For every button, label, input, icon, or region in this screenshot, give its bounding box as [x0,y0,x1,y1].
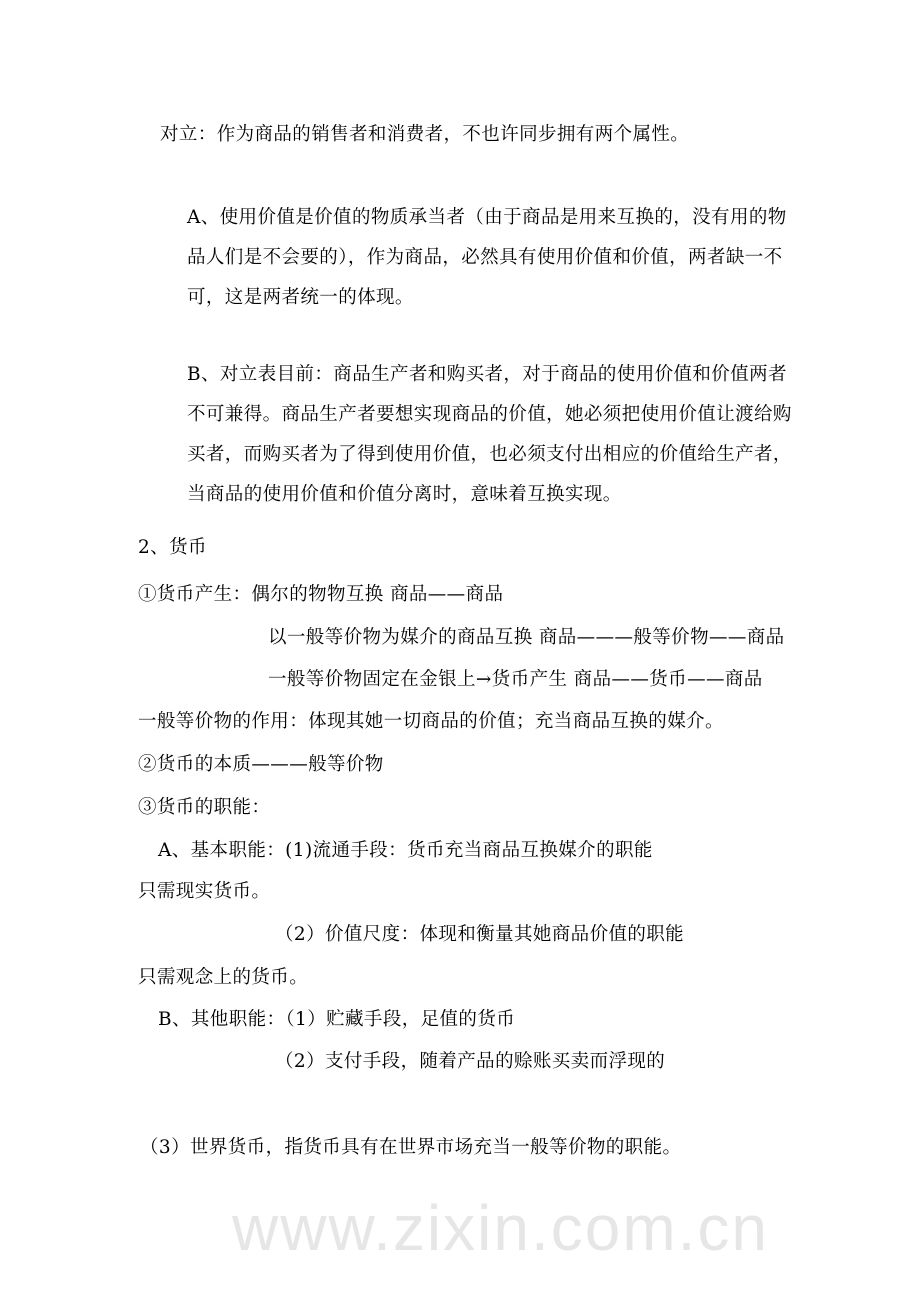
list-item: 只需观念上的货币。 [138,967,309,988]
paragraph-opposition: 对立：作为商品的销售者和消费者，不也许同步拥有两个属性。 [160,124,690,145]
paragraph-a-line: A、使用价值是价值的物质承当者（由于商品是用来互换的，没有用的物 [187,207,787,228]
section-heading-currency: 2、货币 [138,537,207,558]
list-item: A、基本职能：(1)流通手段：货币充当商品互换媒介的职能 [158,840,653,861]
paragraph-b-line: B、对立表目前：商品生产者和购买者，对于商品的使用价值和价值两者 [187,364,787,385]
paragraph-b-line: 买者，而购买者为了得到使用价值，也必须支付出相应的价值给生产者， [187,444,792,465]
paragraph-a-line: 可，这是两者统一的体现。 [187,287,414,308]
paragraph-a-line: 品人们是不会要的），作为商品，必然具有使用价值和价值，两者缺一不 [187,247,783,268]
list-item: 以一般等价物为媒介的商品互换 商品———般等价物——商品 [268,627,785,648]
list-item: ③货币的职能： [138,797,271,818]
watermark: www.zixin.com.cn [232,1192,769,1264]
list-item: ①货币产生：偶尔的物物互换 商品——商品 [138,584,504,605]
list-item: 只需现实货币。 [138,881,271,902]
list-item: 一般等价物的作用：体现其她一切商品的价值；充当商品互换的媒介。 [138,711,724,732]
paragraph-b-line: 不可兼得。商品生产者要想实现商品的价值，她必须把使用价值让渡给购 [187,404,792,425]
list-item: （3）世界货币，指货币具有在世界市场充当一般等价物的职能。 [140,1137,682,1158]
list-item: （2）支付手段，随着产品的赊账买卖而浮现的 [275,1051,666,1072]
list-item: （2）价值尺度：体现和衡量其她商品价值的职能 [275,924,685,945]
list-item: ②货币的本质———般等价物 [138,754,384,775]
list-item: 一般等价物固定在金银上→货币产生 商品——货币——商品 [268,669,763,690]
list-item: B、其他职能：（1）贮藏手段，足值的货币 [158,1009,516,1030]
paragraph-b-line: 当商品的使用价值和价值分离时，意味着互换实现。 [187,484,622,505]
